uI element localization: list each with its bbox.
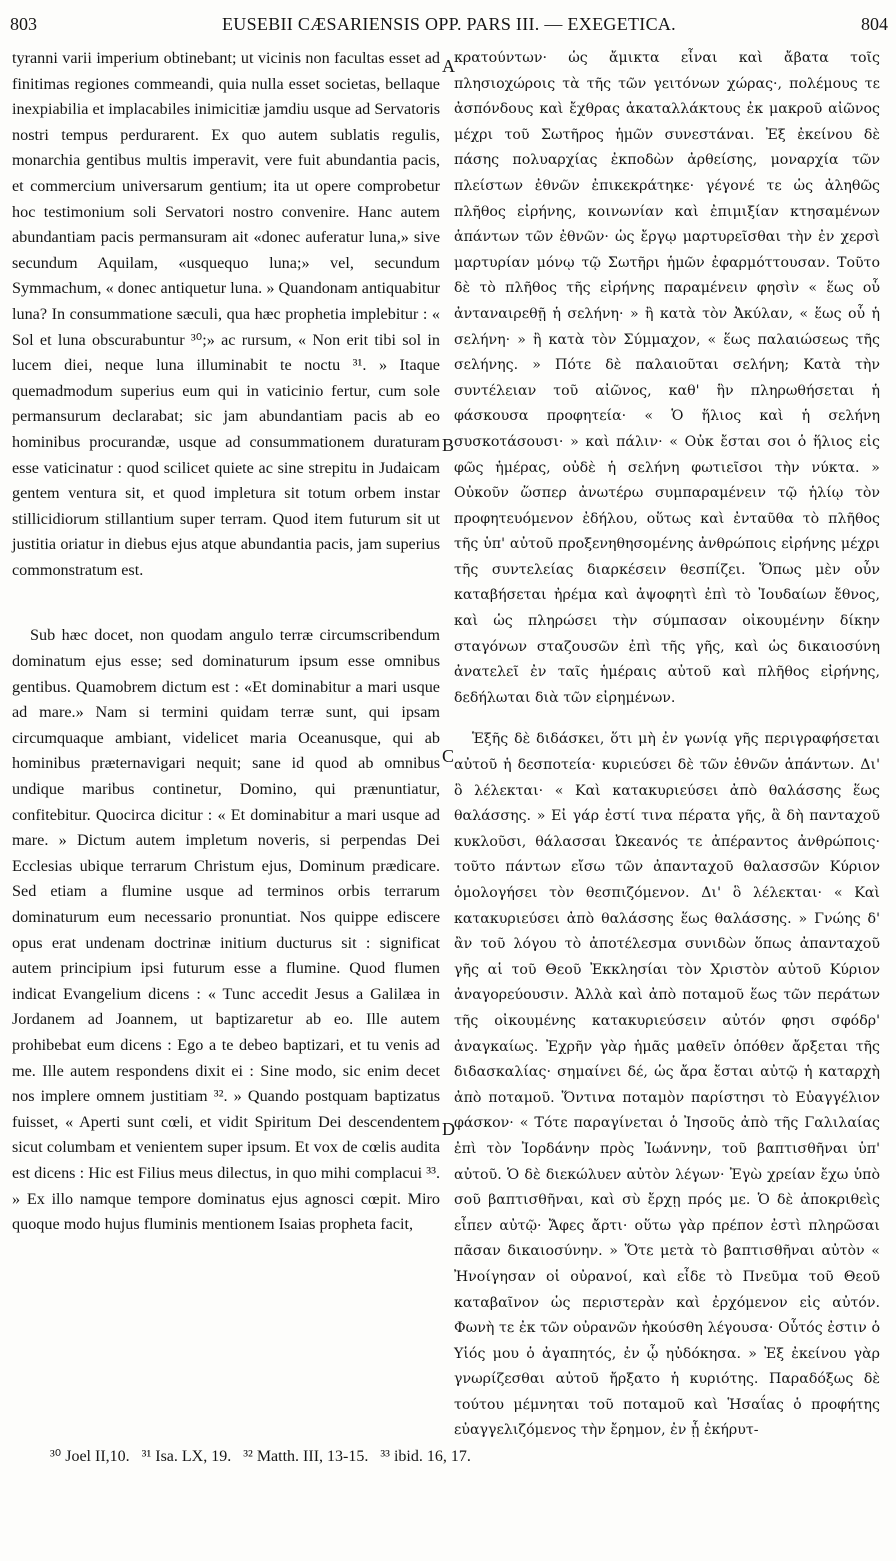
margin-marker-d: D (442, 1119, 455, 1139)
footnotes: ³⁰ Joel II,10. ³¹ Isa. LX, 19. ³² Matth. III, 13-15. ³³ ibid. 16, 17. (50, 1448, 471, 1465)
margin-marker-c: C (442, 746, 455, 766)
latin-paragraph-1: tyranni varii imperium obtinebant; ut vicinis non facultas esset ad finitimas regiones commeandi, quia nulla esset societas, bellaque inexpiabilia et implacabiles inimicitiæ jamdiu usque ad Servatoris nostri tempus perdurarent. Ex quo autem sublatis regulis, monarchia gentibus multis imperavit, vere fuit abundantia pacis, et commercium universarum gentium; ita ut opere comprobetur hoc testimonium soli Servatori nostro convenire. Hanc autem abundantiam pacis permansuram ait «donec auferatur luna,» sive secundum Aquilam, «usquequo luna;» vel, secundum Symmachum, « donec antiquetur luna. » Quandonam antiquabitur luna? In consummatione sæculi, qua hæc prophetia implebitur : « Sol et luna obscurabuntur ³⁰;» ac rursum, « Non erit tibi sol in lucem diei, neque luna illuminabit te noctu ³¹. » Itaque quemadmodum superius eum qui in vaticinio fertur, cum sole permansurum declarabat; sic jam abundantiam pacis ab eo hominibus procurandæ, usque ad consummationem duraturam esse vaticinatur : quod scilicet quiete ac sine strepitu in Judaicam gentem ventura sit, et quod impletura sit totum orbem instar stillicidiorum stillantium super terram. Quod item futurum sit ut justitia oriatur in diebus ejus atque abundantia pacis, jam superius commonstratum est. (12, 49, 440, 579)
greek-paragraph-1: κρατούντων· ὡς ἄμικτα εἶναι καὶ ἄβατα τοῖς πλησιοχώροις τὰ τῆς τῶν γειτόνων χώρας·, πολέμους τε ἀσπόνδους καὶ ἔχθρας ἀκαταλλάκτους ἐκ μακροῦ αἰῶνος μέχρι τοῦ Σωτῆρος ἡμῶν συνεστάναι. Ἐξ ἐκείνου δὲ πάσης πολυαρχίας ἐκποδὼν ἀρθείσης, μοναρχία τῶν πλείστων ἐθνῶν ἐπικεκράτηκε· γέγονέ τε ὡς ἀληθῶς πλῆθος εἰρήνης, κοινωνίαν καὶ ἐπιμιξίαν κτησαμένων ἁπάντων τῶν ἐθνῶν· ὡς ἔργῳ μαρτυρεῖσθαι τὴν ἐν χερσὶ μαρτυρίαν μόνῳ τῷ Σωτῆρι ἡμῶν ἐφαρμόττουσαν. Τοῦτο δὲ τὸ πλῆθος τῆς εἰρήνης παραμένειν φησὶν « ἕως οὗ ἀνταναιρεθῇ ἡ σελήνη· » ἢ κατὰ τὸν Ἀκύλαν, « ἕως οὗ ἡ σελήνη· » ἢ κατὰ τὸν Σύμμαχον, « ἕως παλαιώσεως τῆς σελήνης. » Πότε δὲ παλαιοῦται σελήνη; Κατὰ τὴν συντέλειαν τοῦ αἰῶνος, καθ' ἣν πληρωθήσεται ἡ φάσκουσα προφητεία· « Ὁ ἥλιος καὶ ἡ σελήνη συσκοτάσουσι· » καὶ πάλιν· « Οὐκ ἔσται σοι ὁ ἥλιος εἰς φῶς ἡμέρας, οὐδὲ ἡ σελήνη φωτιεῖσοι τὴν νύκτα. » Οὐκοῦν ὥσπερ ἀνωτέρω συμπαραμένειν τῷ ἡλίῳ τὸν προφητευόμενον ἐδήλου, οὕτως καὶ ἐνταῦθα τὸ πλῆθος τῆς ὑπ' αὐτοῦ προξενηθησομένης ἀνθρώποις εἰρήνης μέχρι τῆς συντελείας διαρκέσειν θεσπίζει. Ὅπως μὲν οὖν καταβήσεται ἠρέμα καὶ ἀψοφητὶ ἐπὶ τὸ Ἰουδαίων ἔθνος, καὶ ὡς πληρώσει τὴν σύμπασαν οἰκουμένην δίκην σταγόνων σταζουσῶν ἐπὶ τῆς γῆς, καὶ ὡς δικαιοσύνη ἀνατελεῖ ἐν ταῖς ἡμέραις αὐτοῦ καὶ πλῆθος εἰρήνης, δεδήλωται διὰ τῶν εἰρημένων. (454, 50, 880, 706)
greek-paragraph-2: Ἑξῆς δὲ διδάσκει, ὅτι μὴ ἐν γωνίᾳ γῆς περιγραφήσεται αὐτοῦ ἡ δεσποτεία· κυριεύσει δὲ τῶν ἐθνῶν ἁπάντων. Δι' ὃ λέλεκται· « Καὶ κατακυριεύσει ἀπὸ θαλάσσης ἕως θαλάσσης. » Εἰ γάρ ἐστί τινα πέρατα γῆς, ἃ δὴ πανταχοῦ κυκλοῦσι, θάλασσαι Ὠκεανός τε ἀπέραντος ἀνθρώποις· τοῦτο πάντων εἴσω τῶν ἀπανταχοῦ θαλασσῶν Κύριον ὁμολογήσει τὸν θεσπιζόμενον. Δι' ὃ λέλεκται· « Καὶ κατακυριεύσει ἀπὸ θαλάσσης ἕως θαλάσσης. » Γνώης δ' ἂν τοῦ λόγου τὸ ἀποτέλεσμα συνιδὼν ὅπως ἀπανταχοῦ γῆς αἱ τοῦ Θεοῦ Ἐκκλησίαι τὸν Χριστὸν αὐτοῦ Κύριον ἀναγορεύουσιν. Ἀλλὰ καὶ ἀπὸ ποταμοῦ ἕως τῶν περάτων τῆς οἰκουμένης κατακυριεύσειν αὐτόν φησι σφόδρ' ἀναγκαίως. Ἐχρῆν γὰρ ἡμᾶς μαθεῖν ὁπόθεν ἄρξεται τῆς διδασκαλίας· σημαίνει δέ, ὡς ἄρα ἔσται αὐτῷ ἡ καταρχὴ ἀπὸ ποταμοῦ. Ὅντινα ποταμὸν παρίστησι τὸ Εὐαγγέλιον φάσκον· « Τότε παραγίνεται ὁ Ἰησοῦς ἀπὸ τῆς Γαλιλαίας ἐπὶ τὸν Ἰορδάνην πρὸς Ἰωάννην, τοῦ βαπτισθῆναι ὑπ' αὐτοῦ. Ὁ δὲ διεκώλυεν αὐτὸν λέγων· Ἐγὼ χρείαν ἔχω ὑπὸ σοῦ βαπτισθῆναι, καὶ σὺ ἔρχῃ πρός με. Ὁ δὲ ἀποκριθεὶς εἶπεν αὐτῷ· Ἄφες ἄρτι· οὕτω γὰρ πρέπον ἐστὶ πληρῶσαι πᾶσαν δικαιοσύνην. » Ὅτε μετὰ τὸ βαπτισθῆναι αὐτὸν « Ἠνοίγησαν οἱ οὐρανοί, καὶ εἶδε τὸ Πνεῦμα τοῦ Θεοῦ καταβαῖνον ὡς περιστερὰν καὶ ἐρχόμενον εἰς αὐτόν. Φωνὴ τε ἐκ τῶν οὐρανῶν ἠκούσθη λέγουσα· Οὗτός ἐστιν ὁ Υἱός μου ὁ ἀγαπητός, ἐν ᾧ ηὐδόκησα. » Ἐξ ἐκείνου γὰρ γνωρίζεσθαι αὐτοῦ ἤρξατο ἡ κυριότης. Παραδόξως δὲ τούτου μέμνηται τοῦ ποταμοῦ καὶ Ἡσαΐας ὁ προφήτης εὐαγγελιζόμενος τὴν ἔρημον, ἐν ᾗ ἐκήρυτ- (454, 731, 880, 1439)
running-title: EUSEBII CÆSARIENSIS OPP. PARS III. — EXEGETICA. (222, 14, 676, 34)
greek-column (454, 46, 880, 1444)
latin-paragraph-2: Sub hæc docet, non quodam angulo terræ circumscribendum dominatum ejus esse; sed dominaturum ipsum esse omnibus gentibus. Quamobrem dictum est : «Et dominabitur a mari usque ad mare.» Nam si termini quidam terræ sunt, qui ipsam circumquaque ambiant, videlicet maria Oceanusque, qui ab hominibus præternavigari nequit; sane id quod ab omnibus undique maribus continetur, Domino, qui prænuntiatur, confitebitur. Quocirca dicitur : « Et dominabitur a mari usque ad mare. » Dictum autem impletum noveris, si perpendas Dei Ecclesias ubique terrarum Christum ejus, Dominum prædicare. Sed etiam a flumine usque ad terminos orbis terrarum dominaturum eum necessario pronuntiat. Nos quippe ediscere opus erat undenam doctrinæ initium ducturus sit : significat autem principium ipsi futurum esse a flumine. Quod flumen indicat Evangelium dicens : « Tunc accedit Jesus a Galilæa in Jordanem ad Joannem, ut baptizaretur ab eo. Ille autem prohibebat eum dicens : Ego a te debeo baptizari, et tu venis ad me. Ille autem respondens dixit ei : Sine modo, sic enim decet nos implere omnem justitiam ³². » Quando postquam baptizatus fuisset, « Aperti sunt cœli, et vidit Spiritum Dei descendentem sicut columbam et venientem super ipsum. Et vox de cœlis audita est dicens : Hic est Filius meus dilectus, in quo mihi complacui ³³. » Ex illo namque tempore dominatus ejus agnosci cœpit. Miro quoque modo hujus fluminis mentionem Isaias propheta facit, (12, 626, 440, 1234)
page-header (10, 14, 888, 40)
margin-marker-a: A (442, 56, 455, 76)
page-number-left: 803 (10, 14, 37, 34)
latin-column (12, 46, 440, 1238)
margin-marker-b: B (442, 435, 455, 455)
page-number-right: 804 (861, 14, 888, 34)
